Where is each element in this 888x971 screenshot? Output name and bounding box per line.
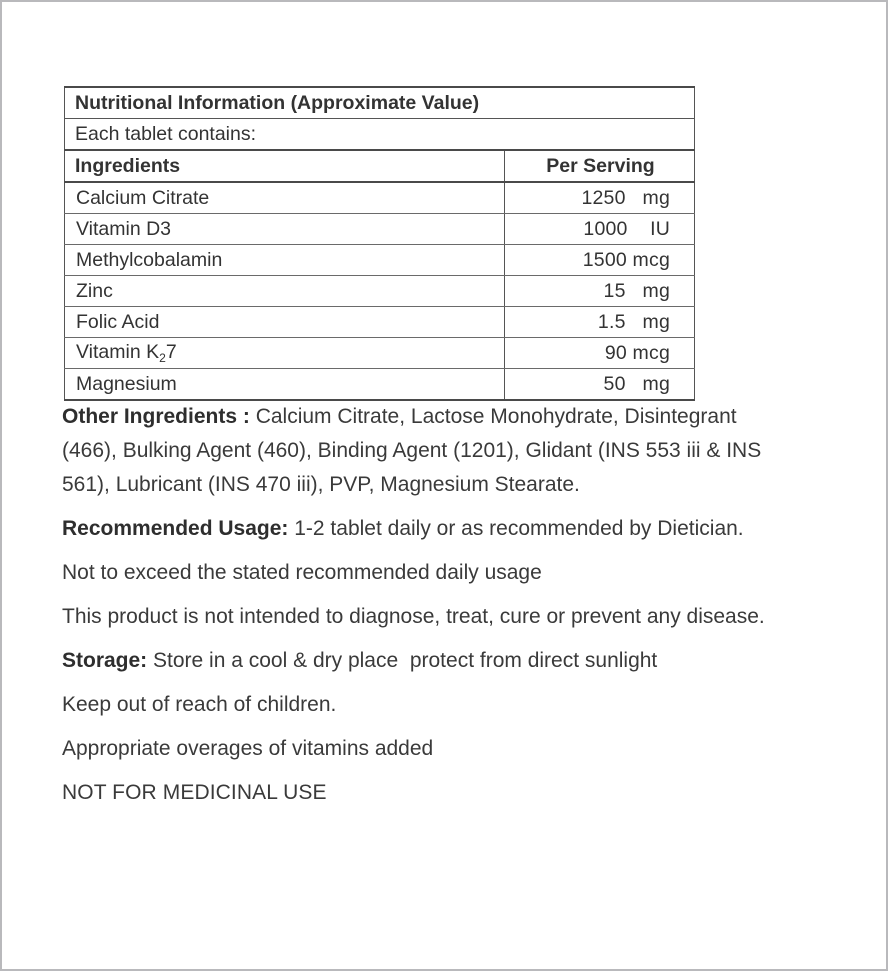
amount-value: 15 (603, 280, 626, 302)
amount-value: 1.5 (597, 311, 626, 333)
other-ingredients-label: Other Ingredients : (62, 405, 250, 428)
ingredient-amount (505, 369, 695, 401)
table-row (65, 214, 695, 245)
table-row (65, 182, 695, 214)
storage-text: Store in a cool & dry place protect from direct sunlight (153, 649, 658, 672)
table-title-row (65, 87, 695, 119)
ingredient-name-base: Vitamin K (76, 341, 160, 363)
recommended-usage-paragraph (62, 512, 792, 546)
recommended-usage-label: Recommended Usage: (62, 517, 289, 540)
amount-unit: mg (642, 187, 670, 209)
nutritional-information-table (64, 86, 695, 401)
not-exceed-text: Not to exceed the stated recommended daily usage (62, 561, 542, 584)
ingredient-name: Folic Acid (65, 307, 505, 338)
ingredient-amount (505, 276, 695, 307)
other-ingredients-text: Calcium Citrate, Lactose Monohydrate, Disintegrant (466), Bulking Agent (460), Binding Agent (1201), Glidant (INS 553 iii & INS 561), Lubricant (INS 470 iii), PVP, Magnesium Stearate. (62, 405, 762, 496)
amount-value: 90 (604, 342, 627, 364)
amount-unit: mg (642, 280, 670, 302)
column-header-ingredients: Ingredients (65, 150, 505, 182)
table-subtitle: Each tablet contains: (65, 119, 695, 151)
ingredient-name: Vitamin D3 (65, 214, 505, 245)
table-subtitle-row (65, 119, 695, 151)
table-title: Nutritional Information (Approximate Value) (65, 87, 695, 119)
disclaimer-text: This product is not intended to diagnose, treat, cure or prevent any disease. (62, 605, 765, 628)
ingredient-amount (505, 307, 695, 338)
amount-value: 1000 (583, 218, 628, 240)
table-row (65, 369, 695, 401)
storage-paragraph (62, 644, 792, 678)
amount-unit: IU (650, 218, 670, 240)
table-row (65, 338, 695, 369)
ingredient-name: Methylcobalamin (65, 245, 505, 276)
amount-unit: mcg (632, 249, 670, 271)
table-row (65, 276, 695, 307)
ingredient-amount (505, 214, 695, 245)
column-header-per-serving: Per Serving (505, 150, 695, 182)
other-ingredients-paragraph (62, 400, 792, 502)
table-header-row (65, 150, 695, 182)
storage-label: Storage: (62, 649, 148, 672)
ingredient-name-suffix: 7 (165, 341, 177, 363)
ingredient-name: Magnesium (65, 369, 505, 401)
ingredient-name-subscript: 2 (159, 351, 166, 365)
ingredient-name: Calcium Citrate (65, 182, 505, 214)
ingredient-name (65, 338, 505, 369)
not-for-medicinal-use-text: NOT FOR MEDICINAL USE (62, 781, 327, 804)
table-row (65, 245, 695, 276)
ingredient-amount (505, 338, 695, 369)
amount-value: 50 (603, 373, 626, 395)
amount-unit: mg (642, 373, 670, 395)
ingredient-name: Zinc (65, 276, 505, 307)
ingredient-amount (505, 182, 695, 214)
keep-out-of-reach-text: Keep out of reach of children. (62, 693, 337, 716)
label-body-copy (62, 400, 842, 820)
overages-text: Appropriate overages of vitamins added (62, 737, 434, 760)
amount-value: 1250 (581, 187, 626, 209)
ingredient-amount (505, 245, 695, 276)
amount-unit: mg (642, 311, 670, 333)
amount-unit: mcg (632, 342, 670, 364)
table-row (65, 307, 695, 338)
amount-value: 1500 (582, 249, 627, 271)
recommended-usage-text: 1-2 tablet daily or as recommended by Dietician. (294, 517, 744, 540)
